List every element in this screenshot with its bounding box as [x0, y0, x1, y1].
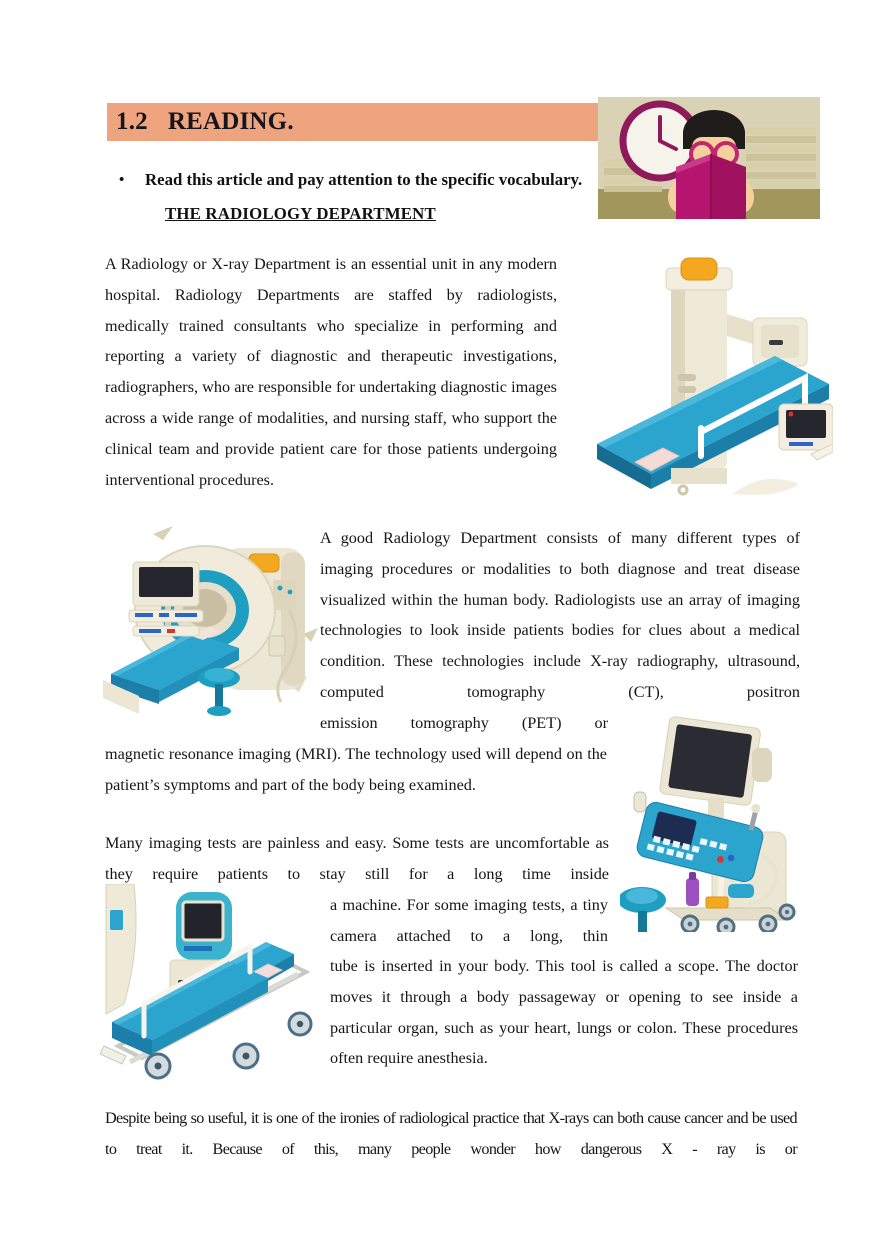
paragraph-4: Despite being so useful, it is one of the ironies of radiological practice that X-rays can both cause cancer and be used to treat it. Because of this, many people wonder how dangerous X - ray is or [105, 1109, 797, 1158]
section-header-bar [107, 103, 613, 141]
ct-mri-scanner-illustration [103, 518, 321, 718]
section-title: READING. [167, 108, 294, 135]
article-title: THE RADIOLOGY DEPARTMENT [165, 204, 436, 223]
ultrasound-monitor-icon [659, 716, 761, 806]
instruction-line [119, 170, 624, 190]
paragraph-2-part-3: magnetic resonance imaging (MRI). The technology used will depend on the patient’s symptoms and part of the body being examined. [105, 745, 607, 794]
instruction-text: Read this article and pay attention to the specific vocabulary. [145, 170, 583, 189]
paragraph-1: A Radiology or X-ray Department is an essential unit in any modern hospital. Radiology Departments are staffed by radiologists, medically trained consultants who specialize in performing and reporting a variety of diagnostic and therapeutic investigations, radiographers, who are responsible for undertaking diagnostic images across a wide range of modalities, and nursing staff, who support the clinical team and provide patient care for those patients undergoing interventional procedures. [105, 255, 557, 489]
open-book-icon [676, 154, 746, 219]
paragraph-3-part-1: Many imaging tests are painless and easy. Some tests are uncomfortable as they require patients to stay still for a long time inside [105, 834, 609, 883]
section-number: 1.2 [116, 108, 148, 135]
gel-bottle-icon [686, 878, 699, 906]
stool-icon [198, 668, 240, 716]
hospital-stretcher-bed-illustration [100, 884, 335, 1080]
paragraph-3-part-2: a machine. For some imaging tests, a tiny camera attached to a long, thin [330, 896, 608, 945]
paragraph-3-part-3: tube is inserted in your body. This tool is called a scope. The doctor moves it through a body passageway or opening to see inside a particular organ, such as your heart, lungs or colon. These procedures often require anesthesia. [330, 957, 798, 1068]
stool-icon [620, 887, 666, 932]
ultrasound-machine-illustration [620, 714, 805, 932]
x-ray-machine-illustration [583, 256, 833, 502]
bullet-marker: • [119, 172, 125, 188]
paragraph-2-part-1: A good Radiology Department consists of many different types of imaging procedures or modalities to both diagnose and treat disease visualized within the human body. Radiologists use an array of imaging technologies to look inside patients bodies for clues about a medical condition. These technologies include X-ray radiography, ultrasound, computed tomography (CT), positron [320, 529, 800, 701]
orange-button-icon [681, 258, 717, 280]
person-reading-book-illustration [598, 97, 820, 219]
paragraph-2-part-2: emission tomography (PET) or [320, 714, 608, 732]
